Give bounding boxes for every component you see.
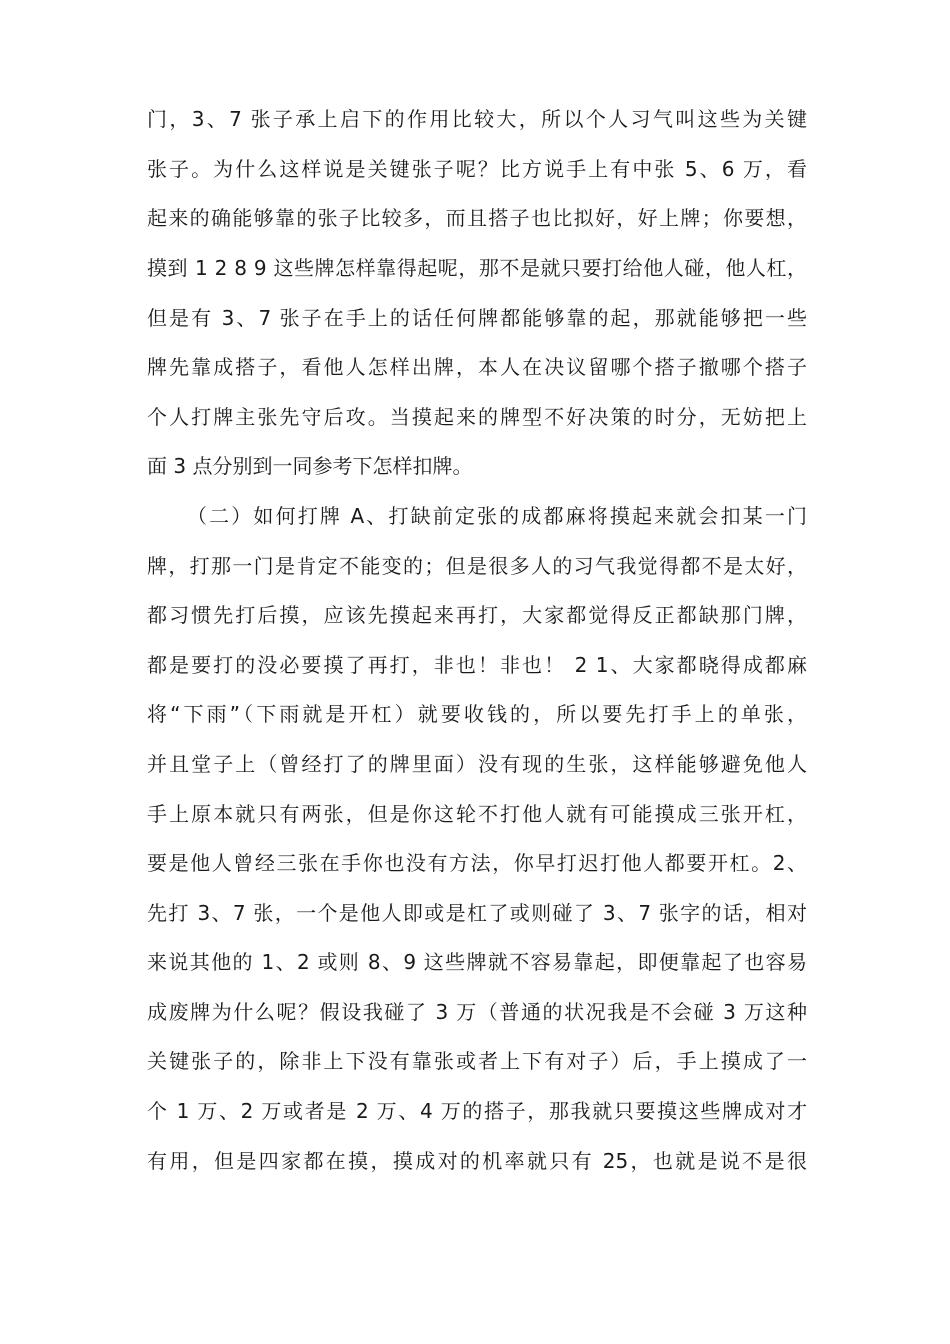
text-line-5: 但是有 3、7 张子在手上的话任何牌都能够靠的起，那就能够把一些 [147,306,807,330]
text-line-3: 起来的确能够靠的张子比较多，而且搭子也比拟好，好上牌；你要想， [147,206,807,230]
text-line-16: 要是他人曾经三张在手你也没有方法，你早打迟打他人都要开杠。2、 [147,851,807,875]
text-line-14: 并且堂子上（曾经打了的牌里面）没有现的生张，这样能够避免他人 [147,752,807,776]
text-line-10: 牌，打那一门是肯定不能变的；但是很多人的习气我觉得都不是太好， [147,554,807,578]
text-line-8: 面 3 点分别到一同参考下怎样扣牌。 [147,454,473,478]
text-line-11: 都习惯先打后摸，应该先摸起来再打，大家都觉得反正都缺那门牌， [147,603,807,627]
text-line-6: 牌先靠成搭子，看他人怎样出牌，本人在决议留哪个搭子撤哪个搭子 [147,355,807,379]
text-line-19: 成废牌为什么呢？假设我碰了 3 万（普通的状况我是不会碰 3 万这种 [147,1000,807,1024]
text-line-7: 个人打牌主张先守后攻。当摸起来的牌型不好决策的时分，无妨把上 [147,405,807,429]
text-line-20: 关键张子的，除非上下没有靠张或者上下有对子）后，手上摸成了一 [147,1049,807,1073]
text-line-21: 个 1 万、2 万或者是 2 万、4 万的搭子，那我就只要摸这些牌成对才 [147,1099,807,1123]
text-line-4: 摸到 1 2 8 9 这些牌怎样靠得起呢，那不是就只要打给他人碰，他人杠， [147,256,807,280]
paragraph-heading-line: （二）如何打牌 A、打缺前定张的成都麻将摸起来就会扣某一门 [187,504,807,528]
text-line-13: 将“下雨”（下雨就是开杠）就要收钱的，所以要先打手上的单张， [147,702,807,726]
text-line-1: 门，3、7 张子承上启下的作用比较大，所以个人习气叫这些为关键 [147,107,807,131]
text-line-22: 有用，但是四家都在摸，摸成对的机率就只有 25，也就是说不是很 [147,1149,807,1173]
text-line-18: 来说其他的 1、2 或则 8、9 这些牌就不容易靠起，即便靠起了也容易 [147,950,807,974]
text-line-17: 先打 3、7 张，一个是他人即或是杠了或则碰了 3、7 张字的话，相对 [147,901,807,925]
text-line-12: 都是要打的没必要摸了再打，非也！非也！ 2 1、大家都晓得成都麻 [147,653,807,677]
text-line-15: 手上原本就只有两张，但是你这轮不打他人就有可能摸成三张开杠， [147,802,807,826]
text-line-2: 张子。为什么这样说是关键张子呢？比方说手上有中张 5、6 万，看 [147,157,807,181]
